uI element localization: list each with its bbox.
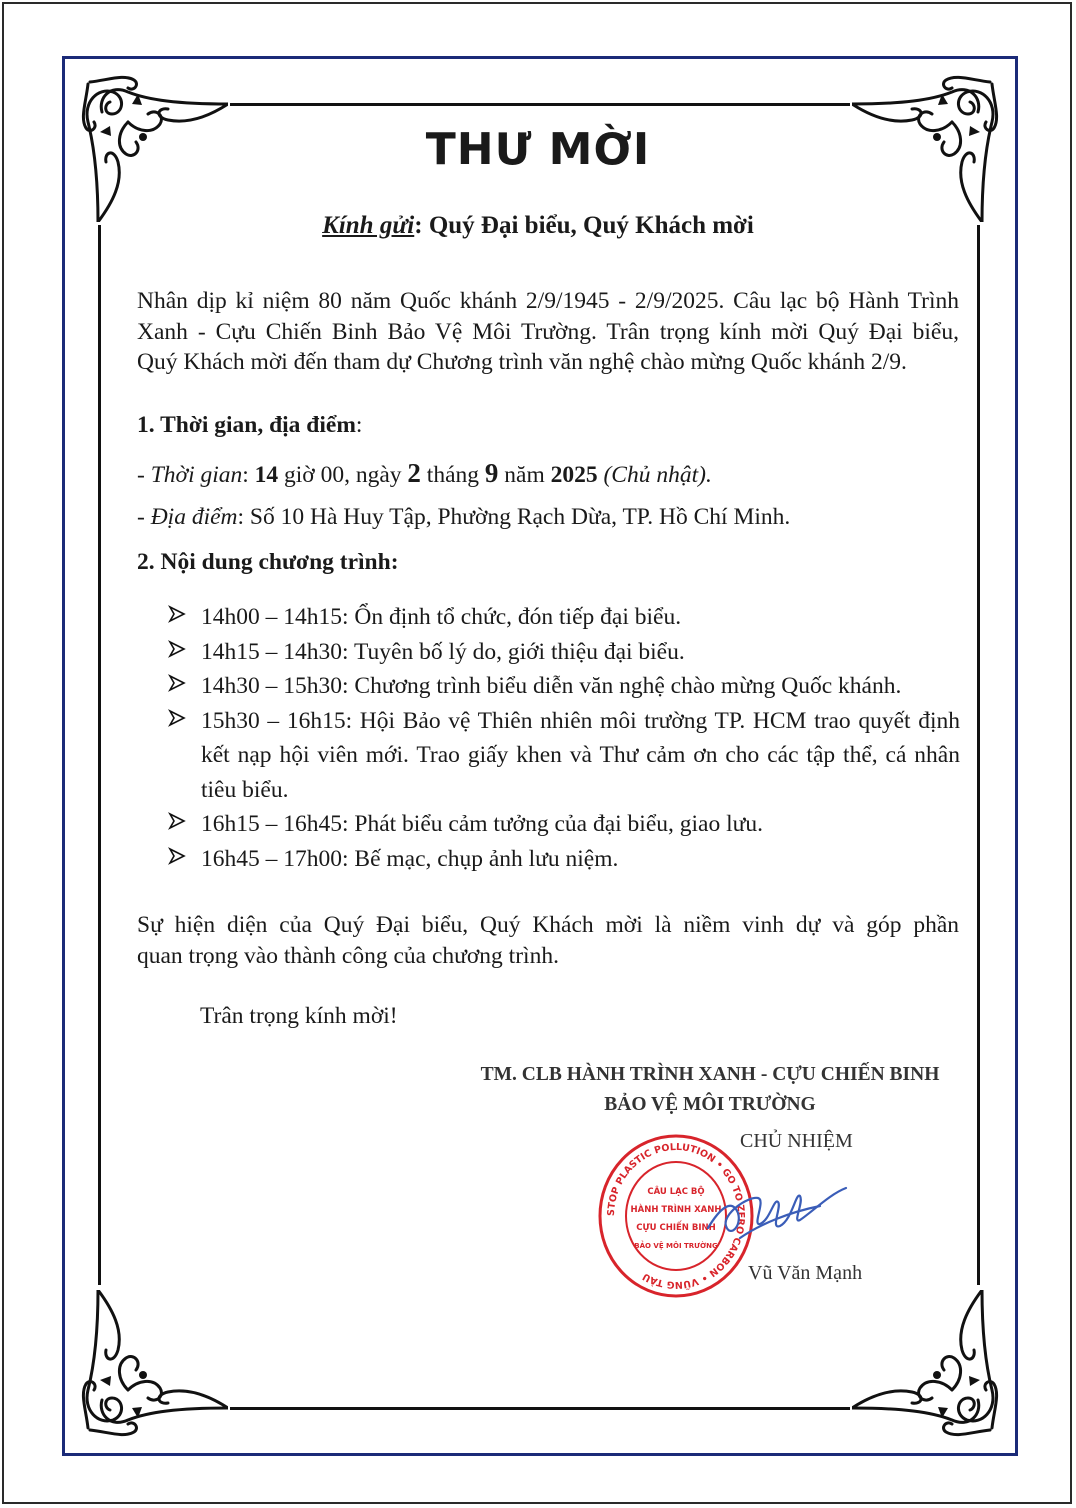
position-title: CHỦ NHIỆM <box>740 1130 853 1152</box>
organization-block <box>430 1060 990 1120</box>
section2-heading: 2. Nội dung chương trình: <box>137 549 399 575</box>
ornament-line-top <box>230 103 850 106</box>
list-item: 14h00 – 14h15: Ổn định tổ chức, đón tiếp đại biểu. <box>168 600 960 635</box>
time-hour: 14 <box>254 462 279 488</box>
ornament-line-right <box>977 225 980 1285</box>
time-month: 9 <box>484 458 499 488</box>
corner-ornament-icon <box>68 1290 228 1450</box>
intro-paragraph <box>137 286 959 378</box>
greeting <box>0 212 1076 240</box>
arrow-bullet-icon <box>168 635 186 670</box>
program-list <box>168 600 960 876</box>
intro-line: Xanh - Cựu Chiến Binh Bảo Vệ Môi Trường. Trân trọng kính mời Quý Đại biểu, <box>137 318 959 345</box>
place-value: : Số 10 Hà Huy Tập, Phường Rạch Dừa, TP. Hồ Chí Minh. <box>237 504 791 530</box>
list-item: 14h30 – 15h30: Chương trình biểu diễn văn nghệ chào mừng Quốc khánh. <box>168 669 960 704</box>
closing-paragraph <box>137 910 959 971</box>
section1-heading: 1. Thời gian, địa điểm: <box>137 412 363 438</box>
arrow-bullet-icon <box>168 704 186 739</box>
place-label: Địa điểm <box>150 504 238 530</box>
arrow-bullet-icon <box>168 807 186 842</box>
arrow-bullet-icon <box>168 600 186 635</box>
greeting-recipients: : Quý Đại biểu, Quý Khách mời <box>414 212 754 239</box>
closing-line: quan trọng vào thành công của chương trình. <box>137 942 559 969</box>
list-item: 14h15 – 14h30: Tuyên bố lý do, giới thiệu đại biểu. <box>168 635 960 670</box>
closing-line: Sự hiện diện của Quý Đại biểu, Quý Khách mời là niềm vinh dự và góp phần <box>137 912 959 938</box>
time-label: Thời gian <box>150 462 243 488</box>
signer-name: Vũ Văn Mạnh <box>748 1262 863 1284</box>
intro-line: Nhân dịp kỉ niệm 80 năm Quốc khánh 2/9/1945 - 2/9/2025. Câu lạc bộ Hành Trình <box>137 288 959 314</box>
place-line: - Địa điểm: Số 10 Hà Huy Tập, Phường Rạch Dừa, TP. Hồ Chí Minh. <box>137 504 791 530</box>
list-item: 15h30 – 16h15: Hội Bảo vệ Thiên nhiên môi trường TP. HCM trao quyết định kết nạp hội viên mới. Trao giấy khen và Thư cảm ơn cho các tập thể, cá nhân tiêu biểu. <box>168 704 960 808</box>
ornament-line-left <box>98 225 101 1285</box>
time-line: - Thời gian: 14 giờ 00, ngày 2 tháng 9 năm 2025 (Chủ nhật). <box>137 458 712 488</box>
svg-text:CÂU LẠC BỘ: CÂU LẠC BỘ <box>647 1187 705 1197</box>
ornament-line-bottom <box>230 1407 850 1410</box>
org-line: BẢO VỆ MÔI TRƯỜNG <box>604 1094 816 1115</box>
list-item: 16h15 – 16h45: Phát biểu cảm tưởng của đại biểu, giao lưu. <box>168 807 960 842</box>
page-title: THƯ MỜI <box>425 124 651 175</box>
time-weekday: (Chủ nhật). <box>597 462 712 488</box>
greeting-label: Kính gửi <box>322 212 415 239</box>
list-item: 16h45 – 17h00: Bế mạc, chụp ảnh lưu niệm. <box>168 842 960 877</box>
arrow-bullet-icon <box>168 842 186 877</box>
svg-text:HÀNH TRÌNH XANH: HÀNH TRÌNH XANH <box>630 1205 722 1215</box>
intro-line: Quý Khách mời đến tham dự Chương trình văn nghệ chào mừng Quốc khánh 2/9. <box>137 349 907 375</box>
svg-text:BẢO VỆ MÔI TRƯỜNG: BẢO VỆ MÔI TRƯỜNG <box>634 1242 718 1250</box>
svg-text:STOP PLASTIC POLLUTION • GO TO: STOP PLASTIC POLLUTION • GO TO ZERO CARBON • VŨNG TÀU <box>605 1141 747 1291</box>
regards: Trân trọng kính mời! <box>200 1003 398 1029</box>
time-day: 2 <box>407 458 421 488</box>
time-year: 2025 <box>550 462 598 488</box>
svg-text:CỰU CHIẾN BINH: CỰU CHIẾN BINH <box>636 1223 716 1233</box>
arrow-bullet-icon <box>168 669 186 704</box>
org-line: TM. CLB HÀNH TRÌNH XANH - CỰU CHIẾN BINH <box>480 1064 940 1085</box>
corner-ornament-icon <box>852 1290 1012 1450</box>
signature-icon <box>700 1168 850 1248</box>
